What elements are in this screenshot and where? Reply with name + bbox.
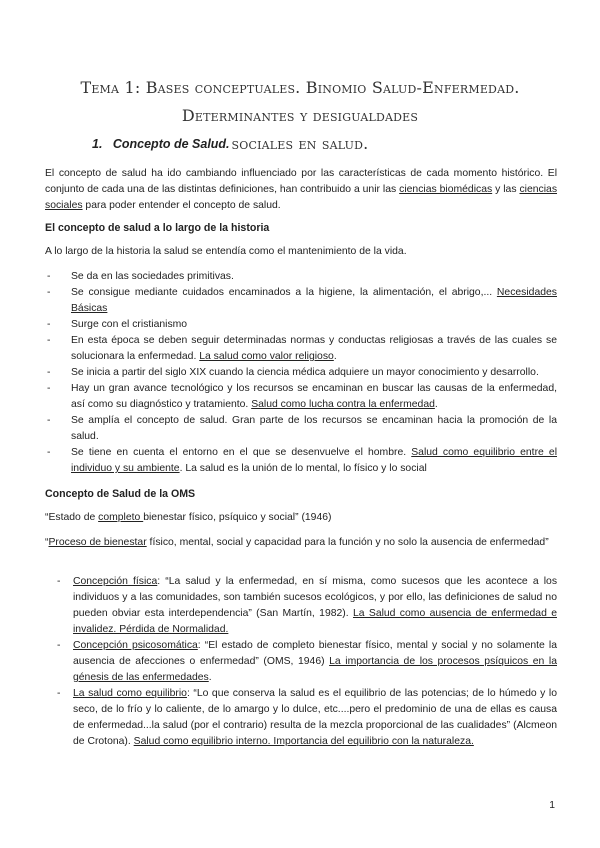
link-ciencias-sociales[interactable]: ciencias sociales (45, 184, 558, 211)
section-heading (92, 137, 230, 151)
link-salud-ausencia-enfermedad[interactable]: La Salud como ausencia de enfermedad e invalidez. Pérdida de Normalidad. (73, 608, 557, 635)
link-salud-valor-religioso[interactable]: La salud como valor religioso (199, 351, 334, 362)
item-text: : “La salud y la enfermedad, en sí misma, como sucesos que les acontece a los individuos y a las comunidades, son también sucesos ecológicos, y por ello, las definiciones de salud no pueden obviar esta interdependencia” (San Martín, 1982). (73, 576, 558, 619)
link-concepcion-psicosomatica[interactable]: Concepción psicosomática (73, 640, 198, 651)
title-line-2: sociales en salud. (231, 134, 369, 153)
link-completo[interactable]: completo (98, 512, 144, 523)
list-dash: - (57, 576, 61, 587)
list-item (45, 574, 557, 638)
item-text: Se da en las sociedades primitivas. (71, 271, 234, 282)
quote2-text-a: “ (45, 537, 49, 548)
intro-text-1: El concepto de salud ha ido cambiando influenciado por las características de cada momento histórico. El conjunto de cada una de las distintas definiciones, han contribuido a unir las (45, 168, 557, 195)
item-text: : “El estado de completo bienestar físico, mental y social y no solamente la ausencia de afecciones o enfermedad” (OMS, 1946) (73, 640, 557, 667)
list-dash: - (57, 640, 61, 651)
link-equilibrio-interno[interactable]: Salud como equilibrio interno. Importancia del equilibrio con la naturaleza. (133, 736, 474, 747)
list-dash: - (47, 383, 51, 394)
list-item (45, 333, 557, 365)
list-dash: - (57, 688, 61, 699)
intro-paragraph (45, 166, 557, 214)
list-item (45, 638, 557, 686)
link-proceso-bienestar[interactable]: Proceso de bienestar (48, 537, 147, 548)
link-ciencias-biomedicas[interactable]: ciencias biomédicas (399, 184, 493, 195)
quote1-text-a: “Estado de (45, 512, 99, 523)
oms-heading: Concepto de Salud de la OMS (45, 488, 196, 500)
item-tail: . (333, 351, 337, 362)
oms-quote-2 (45, 535, 557, 551)
list-dash: - (47, 415, 51, 426)
section-number: 1. (92, 137, 103, 151)
item-text: Se inicia a partir del siglo XIX cuando la ciencia médica adquiere un mayor conocimiento y desarrollo. (71, 367, 539, 378)
history-heading: El concepto de salud a lo largo de la historia (45, 222, 270, 234)
list-dash: - (47, 367, 51, 378)
list-dash: - (47, 447, 51, 458)
list-dash: - (47, 335, 51, 346)
intro-text-3: para poder entender el concepto de salud. (82, 200, 281, 211)
item-text: Se amplía el concepto de salud. Gran parte de los recursos se encaminan hacia la promoción de la salud. (71, 415, 557, 442)
item-tail: . (208, 672, 212, 683)
link-necesidades-basicas[interactable]: Necesidades Básicas (71, 287, 557, 314)
section-title: Concepto de Salud. (112, 137, 230, 151)
oms-list (45, 574, 557, 750)
list-dash: - (47, 271, 51, 282)
item-text: Hay un gran avance tecnológico y los recursos se encaminan en buscar las causas de la enfermedad, así como su diagnóstico y tratamiento. (71, 383, 557, 410)
intro-text-2: y las (492, 184, 520, 195)
item-text: Se tiene en cuenta el entorno en el que se desenvuelve el hombre. (71, 447, 412, 458)
list-dash: - (47, 287, 51, 298)
quote2-text-b: físico, mental, social y capacidad para la función y no solo la ausencia de enfermedad” (146, 537, 549, 548)
list-item (45, 269, 557, 285)
title-line-1: Tema 1: Bases conceptuales. Binomio Salud-Enfermedad. Determinantes y desigualdades (80, 78, 520, 125)
history-list (45, 269, 557, 477)
link-salud-equilibrio[interactable]: La salud como equilibrio (73, 688, 187, 699)
item-text: En esta época se deben seguir determinadas normas y conductas religiosas a través de las cuales se solucionara la enfermedad. (71, 335, 557, 362)
list-item (45, 413, 557, 445)
list-item (45, 317, 557, 333)
page-number: 1 (549, 800, 555, 811)
item-tail: . La salud es la unión de lo mental, lo físico y lo social (179, 463, 427, 474)
item-tail: . (434, 399, 438, 410)
quote1-text-b: bienestar físico, psíquico y social” (1946) (143, 512, 332, 523)
list-item (45, 445, 557, 477)
link-concepcion-fisica[interactable]: Concepción física (73, 576, 158, 587)
link-salud-equilibrio-ambiente[interactable]: Salud como equilibrio entre el individuo y su ambiente (71, 447, 558, 474)
item-text: : “Lo que conserva la salud es el equilibrio de las potencias; de lo húmedo y lo seco, de lo frío y lo caliente, de lo amargo y lo dulce, etc....pero el predominio de una de ellas es causa de enfermedad...la salud (por el contrario) resulta de la mezcla proporcional de las cualidades” (Alcmeon de Crotona). (73, 688, 557, 747)
list-item (45, 381, 557, 413)
link-procesos-psiquicos[interactable]: La importancia de los procesos psíquicos en la génesis de las enfermedades (73, 656, 557, 683)
link-salud-lucha-enfermedad[interactable]: Salud como lucha contra la enfermedad (251, 399, 435, 410)
item-text: Se consigue mediante cuidados encaminados a la higiene, la alimentación, el abrigo,... (71, 287, 497, 298)
list-item (45, 285, 557, 317)
list-dash: - (47, 319, 51, 330)
history-lead: A lo largo de la historia la salud se entendía como el mantenimiento de la vida. (45, 246, 407, 257)
oms-quote-1 (45, 510, 557, 526)
list-item (45, 686, 557, 750)
list-item (45, 365, 557, 381)
item-text: Surge con el cristianismo (71, 319, 188, 330)
